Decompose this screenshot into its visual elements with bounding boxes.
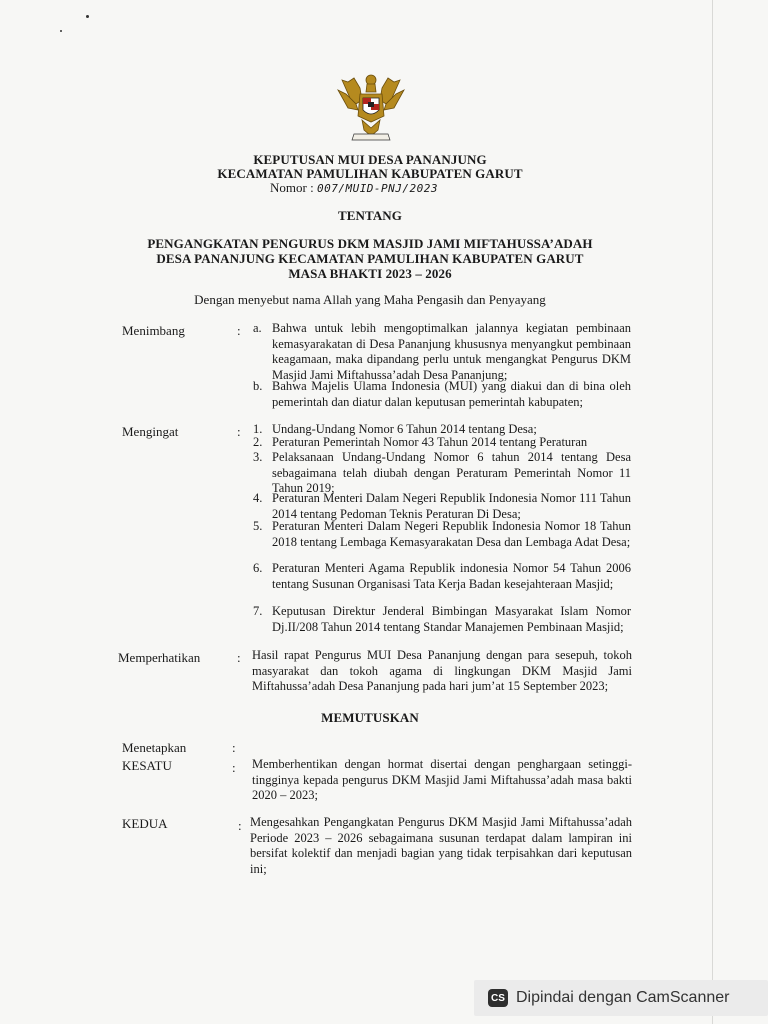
memperhatikan-label: Memperhatikan — [118, 650, 201, 665]
decree-title-district: KECAMATAN PAMULIHAN KABUPATEN GARUT — [217, 166, 523, 181]
decree-title: KEPUTUSAN MUI DESA PANANJUNG — [253, 152, 487, 167]
kedua-colon: : — [238, 818, 242, 833]
scan-speck — [60, 30, 62, 32]
item-text: Pelaksanaan Undang-Undang Nomor 6 tahun 2014 tentang Desa sebagaimana telah diubah dengan Peraturam Pemerintah Nomor 11 Tahun 2019; — [272, 450, 631, 495]
mengingat-label: Mengingat — [122, 424, 179, 439]
kesatu-label: KESATU — [122, 758, 172, 773]
item-text: Peraturan Menteri Dalam Negeri Republik Indonesia Nomor 18 Tahun 2018 tentang Lembaga Kemasyarakatan Desa dan Lembaga Adat Desa; — [272, 519, 631, 549]
camscanner-text: Dipindai dengan CamScanner — [516, 989, 730, 1006]
menimbang-item — [253, 321, 631, 383]
decree-number — [270, 180, 438, 196]
memperhatikan-colon: : — [237, 650, 241, 665]
item-marker: 1. — [253, 422, 263, 436]
menetapkan-colon: : — [232, 740, 236, 755]
memutuskan-heading: MEMUTUSKAN — [321, 710, 419, 725]
kesatu-colon: : — [232, 760, 236, 775]
item-marker: a. — [253, 321, 262, 335]
item-text: Undang-Undang Nomor 6 Tahun 2014 tentang Desa; — [272, 422, 537, 436]
item-marker: b. — [253, 379, 263, 393]
item-text: Bahwa Majelis Ulama Indonesia (MUI) yang diakui dan di bina oleh pemerintah dan diatur dalan keputusan pemerintah kabupaten; — [272, 379, 631, 409]
subject-line-1: PENGANGKATAN PENGURUS DKM MASJID JAMI MIFTAHUSSA’ADAH — [147, 236, 593, 251]
scan-speck — [86, 15, 89, 18]
mengingat-item — [253, 435, 631, 451]
garuda-emblem-icon — [334, 70, 408, 142]
item-marker: 5. — [253, 519, 263, 533]
item-marker: 7. — [253, 604, 263, 618]
kedua-label: KEDUA — [122, 816, 168, 831]
basmalah-opening: Dengan menyebut nama Allah yang Maha Pengasih dan Penyayang — [194, 292, 546, 307]
mengingat-item — [253, 450, 631, 497]
mengingat-colon: : — [237, 424, 241, 439]
mengingat-item — [253, 519, 631, 550]
item-marker: 3. — [253, 450, 263, 464]
item-text: Keputusan Direktur Jenderal Bimbingan Masyarakat Islam Nomor Dj.II/208 Tahun 2014 tentang Standar Manajemen Pembinaan Masjid; — [272, 604, 631, 634]
item-marker: 2. — [253, 435, 263, 449]
subject-line-3: MASA BHAKTI 2023 – 2026 — [288, 266, 452, 281]
menetapkan-label: Menetapkan — [122, 740, 187, 755]
tentang-heading: TENTANG — [337, 208, 403, 223]
menimbang-label: Menimbang — [122, 323, 185, 338]
decree-number-value: 007/MUID-PNJ/2023 — [316, 182, 439, 195]
menimbang-colon: : — [237, 323, 241, 338]
mengingat-item — [253, 491, 631, 522]
kedua-text: Mengesahkan Pengangkatan Pengurus DKM Masjid Jami Miftahussa’adah Periode 2023 – 2026 sebagaimana susunan terdapat dalam lampiran ini bersifat kolektif dan menjadi bagian yang tidak terpisahkan dari keputusan ini; — [250, 815, 632, 876]
camscanner-watermark — [474, 980, 768, 1016]
item-text: Peraturan Menteri Dalam Negeri Republik Indonesia Nomor 111 Tahun 2014 tentang Pedoman Teknis Peraturan Di Desa; — [272, 491, 631, 521]
camscanner-logo-icon: CS — [488, 989, 508, 1007]
decree-number-label: Nomor : — [270, 180, 314, 195]
item-text: Bahwa untuk lebih mengoptimalkan jalannya kegiatan pembinaan kemasyarakatan di Desa Pananjung khususnya menyangkut pembinaan keagamaan, maka dipandang perlu untuk mengangkat Pengurus DKM Masjid Jami Miftahussa’adah Desa Pananjung; — [272, 321, 631, 382]
item-marker: 4. — [253, 491, 263, 505]
item-text: Peraturan Pemerintah Nomor 43 Tahun 2014 tentang Peraturan — [272, 435, 588, 449]
menimbang-item — [253, 379, 631, 410]
memperhatikan-text: Hasil rapat Pengurus MUI Desa Pananjung dengan para sesepuh, tokoh masyarakat dan tokoh agama di lingkungan DKM Masjid Jami Miftahussa’adah Desa Pananjung pada hari jum’at 15 September 2023; — [252, 648, 632, 693]
mengingat-item — [253, 604, 631, 635]
item-marker: 6. — [253, 561, 263, 575]
mengingat-item — [253, 561, 631, 592]
subject-line-2: DESA PANANJUNG KECAMATAN PAMULIHAN KABUPATEN GARUT — [156, 251, 584, 266]
item-text: Peraturan Menteri Agama Republik indonesia Nomor 54 Tahun 2006 tentang Susunan Organisasi Tata Kerja Badan kesejahteraan Masjid; — [272, 561, 631, 591]
kesatu-text: Memberhentikan dengan hormat disertai dengan penghargaan setinggi-tingginya kepada pengurus DKM Masjid Jami Miftahussa’adah masa bakti 2020 – 2023; — [252, 757, 632, 802]
